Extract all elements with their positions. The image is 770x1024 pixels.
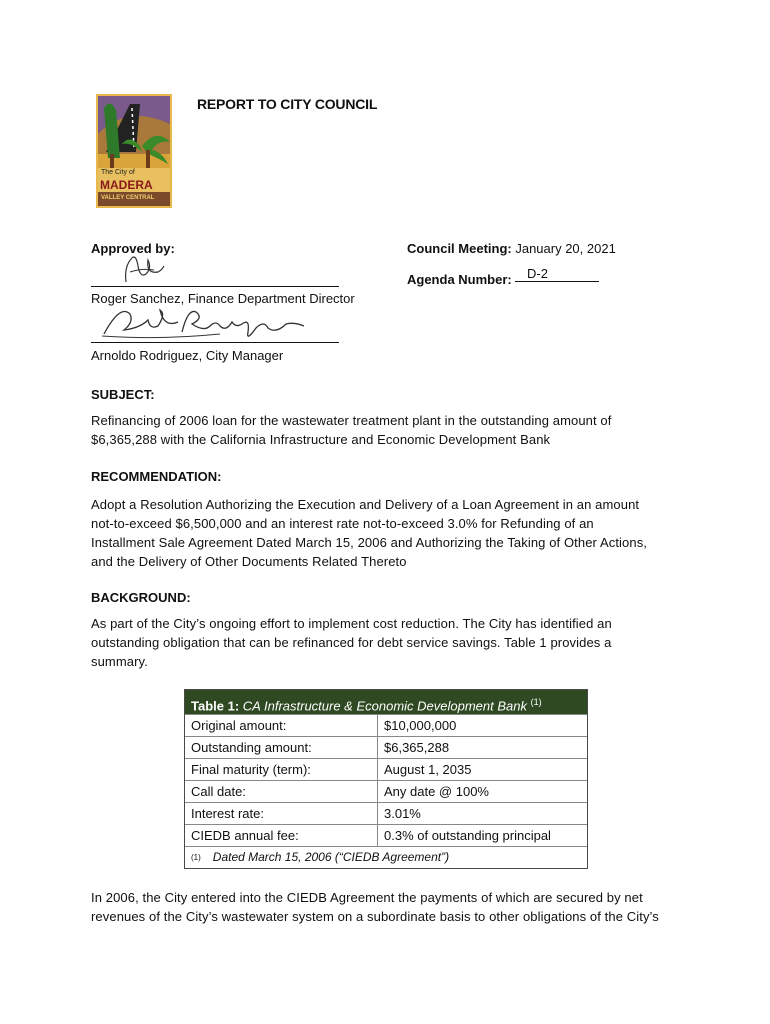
recommendation-line: not-to-exceed $6,500,000 and an interest rate not-to-exceed 3.0% for Refunding of an [91, 516, 594, 531]
table-title-text: CA Infrastructure & Economic Development Bank [242, 698, 527, 714]
signature-sanchez [118, 252, 168, 288]
table-cell-value: $10,000,000 [384, 718, 457, 733]
recommendation-text [91, 495, 681, 571]
table-cell-label: Interest rate: [185, 803, 378, 824]
background-line: outstanding obligation that can be refinanced for debt service savings. Table 1 provides a [91, 635, 612, 650]
table-cell-value: 3.01% [384, 806, 421, 821]
logo-text-city: The City of [101, 169, 135, 176]
council-meeting-label: Council Meeting: [407, 241, 512, 256]
signer-1: Roger Sanchez, Finance Department Director [91, 291, 355, 306]
table-footnote-marker: (1) [191, 853, 201, 862]
recommendation-line: and the Delivery of Other Documents Related Thereto [91, 554, 407, 569]
table-cell-value: 0.3% of outstanding principal [384, 828, 551, 843]
table-row [185, 714, 587, 736]
table-cell-label: Call date: [185, 781, 378, 802]
closing-text [91, 888, 681, 926]
city-logo [96, 94, 172, 208]
recommendation-line: Installment Sale Agreement Dated March 15, 2006 and Authorizing the Taking of Other Actions, [91, 535, 648, 550]
subject-line: $6,365,288 with the California Infrastructure and Economic Development Bank [91, 432, 551, 447]
table-row [185, 736, 587, 758]
signature-line-2 [91, 342, 339, 343]
closing-line: revenues of the City’s wastewater system on a subordinate basis to other obligations of the City’s [91, 909, 659, 924]
subject-heading: SUBJECT: [91, 387, 155, 402]
table-cell-label: CIEDB annual fee: [185, 825, 378, 846]
logo-text-valley: VALLEY CENTRAL [101, 195, 155, 201]
table-cell-label: Outstanding amount: [185, 737, 378, 758]
agenda-number-label: Agenda Number: [407, 272, 512, 287]
table-cell-label: Original amount: [185, 715, 378, 736]
background-line: As part of the City’s ongoing effort to implement cost reduction. The City has identified an [91, 616, 612, 631]
table-row [185, 780, 587, 802]
subject-line: Refinancing of 2006 loan for the wastewater treatment plant in the outstanding amount of [91, 413, 612, 428]
table-title-footnote: (1) [530, 697, 542, 707]
signature-line-1 [91, 286, 339, 287]
table-title [185, 690, 587, 714]
background-line: summary. [91, 654, 148, 669]
recommendation-heading: RECOMMENDATION: [91, 469, 222, 484]
report-title: REPORT TO CITY COUNCIL [197, 96, 378, 112]
table-title-label: Table 1: [191, 698, 240, 714]
table-cell-label: Final maturity (term): [185, 759, 378, 780]
subject-text [91, 411, 681, 449]
logo-text-madera: MADERA [100, 178, 153, 192]
table-row [185, 802, 587, 824]
council-meeting [407, 241, 616, 256]
signature-rodriguez [100, 304, 310, 344]
council-meeting-date: January 20, 2021 [515, 241, 616, 256]
agenda-number-value: D-2 [515, 266, 599, 282]
table-footnote [185, 846, 587, 868]
background-text [91, 614, 681, 671]
table-footnote-text: Dated March 15, 2006 (“CIEDB Agreement”) [212, 850, 450, 864]
background-heading: BACKGROUND: [91, 590, 191, 605]
table-cell-value: Any date @ 100% [384, 784, 489, 799]
table-row [185, 758, 587, 780]
table-row [185, 824, 587, 846]
table-cell-value: August 1, 2035 [384, 762, 472, 777]
recommendation-line: Adopt a Resolution Authorizing the Execution and Delivery of a Loan Agreement in an amount [91, 497, 640, 512]
table-cell-value: $6,365,288 [384, 740, 450, 755]
closing-line: In 2006, the City entered into the CIEDB Agreement the payments of which are secured by net [91, 890, 643, 905]
signer-2: Arnoldo Rodriguez, City Manager [91, 348, 284, 363]
approved-by-label: Approved by: [91, 241, 175, 256]
summary-table [184, 689, 588, 869]
